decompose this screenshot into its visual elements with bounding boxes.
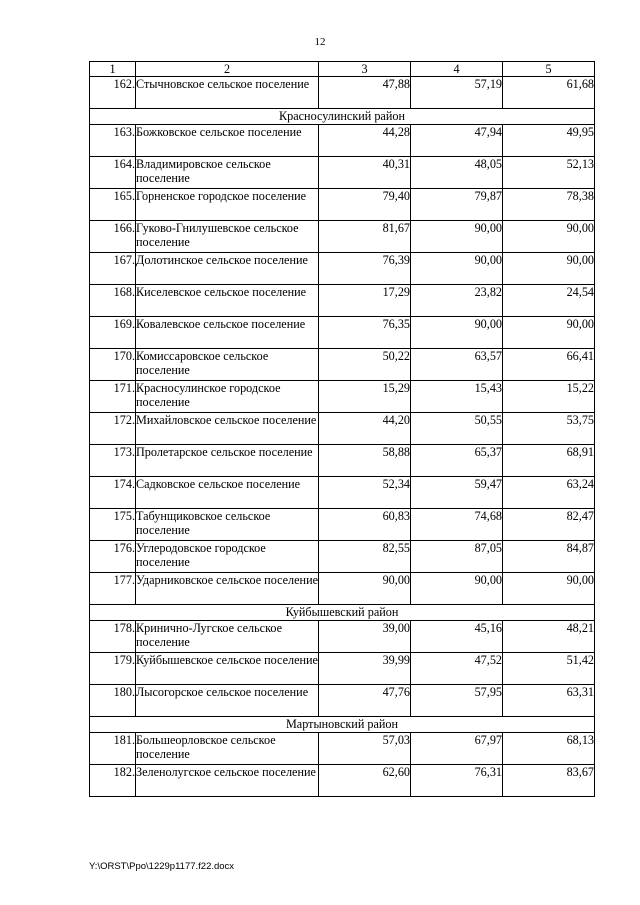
table-body: [90, 62, 595, 797]
value-cell-col4: 74,68: [411, 509, 503, 541]
value-cell-col3: 79,40: [319, 189, 411, 221]
value-cell-col5: 66,41: [503, 349, 595, 381]
table-row: [90, 541, 595, 573]
table-row: [90, 349, 595, 381]
settlement-name-cell: Кринично-Лугское сельское поселение: [136, 621, 319, 653]
settlement-name-cell: Куйбышевское сельское поселение: [136, 653, 319, 685]
row-number-cell: 175.: [90, 509, 136, 541]
value-cell-col3: 90,00: [319, 573, 411, 605]
table-row: [90, 125, 595, 157]
value-cell-col4: 90,00: [411, 221, 503, 253]
value-cell-col4: 90,00: [411, 253, 503, 285]
row-number-cell: 170.: [90, 349, 136, 381]
column-header-row: [90, 62, 595, 77]
table-row: [90, 77, 595, 109]
settlement-name-cell: Долотинское сельское поселение: [136, 253, 319, 285]
value-cell-col5: 82,47: [503, 509, 595, 541]
value-cell-col5: 63,31: [503, 685, 595, 717]
settlement-name-cell: Ударниковское сельское поселение: [136, 573, 319, 605]
settlement-name-cell: Гуково-Гнилушевское сельское поселение: [136, 221, 319, 253]
table-row: [90, 765, 595, 797]
column-header: 2: [136, 62, 319, 77]
value-cell-col3: 44,20: [319, 413, 411, 445]
value-cell-col3: 82,55: [319, 541, 411, 573]
table-row: [90, 157, 595, 189]
value-cell-col4: 47,52: [411, 653, 503, 685]
value-cell-col5: 90,00: [503, 253, 595, 285]
column-header: 5: [503, 62, 595, 77]
value-cell-col5: 90,00: [503, 573, 595, 605]
settlement-name-cell: Углеродовское городское поселение: [136, 541, 319, 573]
column-header: 3: [319, 62, 411, 77]
value-cell-col4: 87,05: [411, 541, 503, 573]
value-cell-col4: 57,19: [411, 77, 503, 109]
value-cell-col4: 47,94: [411, 125, 503, 157]
row-number-cell: 172.: [90, 413, 136, 445]
value-cell-col5: 48,21: [503, 621, 595, 653]
column-header: 1: [90, 62, 136, 77]
row-number-cell: 181.: [90, 733, 136, 765]
value-cell-col3: 40,31: [319, 157, 411, 189]
value-cell-col3: 15,29: [319, 381, 411, 413]
settlement-name-cell: Владимировское сельское поселение: [136, 157, 319, 189]
settlement-name-cell: Ковалевское сельское поселение: [136, 317, 319, 349]
settlement-name-cell: Комиссаровское сельское поселение: [136, 349, 319, 381]
column-header: 4: [411, 62, 503, 77]
value-cell-col3: 76,39: [319, 253, 411, 285]
row-number-cell: 168.: [90, 285, 136, 317]
value-cell-col4: 48,05: [411, 157, 503, 189]
value-cell-col5: 83,67: [503, 765, 595, 797]
value-cell-col5: 90,00: [503, 221, 595, 253]
row-number-cell: 164.: [90, 157, 136, 189]
table-row: [90, 221, 595, 253]
table-row: [90, 685, 595, 717]
data-table: [89, 61, 595, 797]
value-cell-col5: 78,38: [503, 189, 595, 221]
row-number-cell: 180.: [90, 685, 136, 717]
row-number-cell: 169.: [90, 317, 136, 349]
value-cell-col3: 52,34: [319, 477, 411, 509]
district-header-row: [90, 109, 595, 125]
table-row: [90, 733, 595, 765]
value-cell-col3: 76,35: [319, 317, 411, 349]
row-number-cell: 167.: [90, 253, 136, 285]
row-number-cell: 179.: [90, 653, 136, 685]
settlement-name-cell: Божковское сельское поселение: [136, 125, 319, 157]
value-cell-col5: 15,22: [503, 381, 595, 413]
value-cell-col3: 58,88: [319, 445, 411, 477]
table-row: [90, 653, 595, 685]
row-number-cell: 177.: [90, 573, 136, 605]
value-cell-col3: 39,99: [319, 653, 411, 685]
value-cell-col5: 49,95: [503, 125, 595, 157]
value-cell-col4: 65,37: [411, 445, 503, 477]
value-cell-col3: 47,88: [319, 77, 411, 109]
row-number-cell: 163.: [90, 125, 136, 157]
table-row: [90, 285, 595, 317]
value-cell-col5: 90,00: [503, 317, 595, 349]
row-number-cell: 182.: [90, 765, 136, 797]
value-cell-col5: 53,75: [503, 413, 595, 445]
settlement-name-cell: Зеленолугское сельское поселение: [136, 765, 319, 797]
value-cell-col4: 57,95: [411, 685, 503, 717]
table-row: [90, 381, 595, 413]
settlement-name-cell: Табунщиковское сельское поселение: [136, 509, 319, 541]
settlement-name-cell: Красносулинское городское поселение: [136, 381, 319, 413]
value-cell-col3: 17,29: [319, 285, 411, 317]
settlement-name-cell: Стычновское сельское поселение: [136, 77, 319, 109]
value-cell-col5: 61,68: [503, 77, 595, 109]
value-cell-col3: 47,76: [319, 685, 411, 717]
value-cell-col3: 57,03: [319, 733, 411, 765]
row-number-cell: 171.: [90, 381, 136, 413]
district-name: Красносулинский район: [90, 109, 595, 125]
value-cell-col5: 51,42: [503, 653, 595, 685]
settlement-name-cell: Горненское городское поселение: [136, 189, 319, 221]
table-row: [90, 477, 595, 509]
value-cell-col4: 90,00: [411, 317, 503, 349]
value-cell-col4: 15,43: [411, 381, 503, 413]
table-row: [90, 509, 595, 541]
value-cell-col4: 79,87: [411, 189, 503, 221]
value-cell-col5: 24,54: [503, 285, 595, 317]
table-row: [90, 253, 595, 285]
settlement-name-cell: Михайловское сельское поселение: [136, 413, 319, 445]
row-number-cell: 165.: [90, 189, 136, 221]
value-cell-col5: 52,13: [503, 157, 595, 189]
value-cell-col3: 81,67: [319, 221, 411, 253]
value-cell-col5: 84,87: [503, 541, 595, 573]
value-cell-col4: 50,55: [411, 413, 503, 445]
row-number-cell: 173.: [90, 445, 136, 477]
row-number-cell: 166.: [90, 221, 136, 253]
value-cell-col4: 90,00: [411, 573, 503, 605]
table-row: [90, 445, 595, 477]
file-path-footer: Y:\ORST\Ppo\1229p1177.f22.docx: [89, 861, 235, 872]
settlement-name-cell: Лысогорское сельское поселение: [136, 685, 319, 717]
settlement-name-cell: Садковское сельское поселение: [136, 477, 319, 509]
table-row: [90, 413, 595, 445]
table-row: [90, 317, 595, 349]
settlement-name-cell: Большеорловское сельское поселение: [136, 733, 319, 765]
value-cell-col5: 68,91: [503, 445, 595, 477]
table-row: [90, 189, 595, 221]
row-number-cell: 178.: [90, 621, 136, 653]
row-number-cell: 176.: [90, 541, 136, 573]
value-cell-col4: 45,16: [411, 621, 503, 653]
district-name: Куйбышевский район: [90, 605, 595, 621]
value-cell-col5: 63,24: [503, 477, 595, 509]
district-header-row: [90, 717, 595, 733]
district-header-row: [90, 605, 595, 621]
value-cell-col3: 50,22: [319, 349, 411, 381]
value-cell-col4: 76,31: [411, 765, 503, 797]
value-cell-col4: 59,47: [411, 477, 503, 509]
value-cell-col3: 44,28: [319, 125, 411, 157]
table-row: [90, 573, 595, 605]
district-name: Мартыновский район: [90, 717, 595, 733]
page-number: 12: [314, 36, 326, 48]
table-row: [90, 621, 595, 653]
value-cell-col4: 67,97: [411, 733, 503, 765]
value-cell-col3: 62,60: [319, 765, 411, 797]
value-cell-col4: 63,57: [411, 349, 503, 381]
settlement-name-cell: Киселевское сельское поселение: [136, 285, 319, 317]
value-cell-col5: 68,13: [503, 733, 595, 765]
row-number-cell: 162.: [90, 77, 136, 109]
row-number-cell: 174.: [90, 477, 136, 509]
value-cell-col4: 23,82: [411, 285, 503, 317]
value-cell-col3: 60,83: [319, 509, 411, 541]
value-cell-col3: 39,00: [319, 621, 411, 653]
settlement-name-cell: Пролетарское сельское поселение: [136, 445, 319, 477]
